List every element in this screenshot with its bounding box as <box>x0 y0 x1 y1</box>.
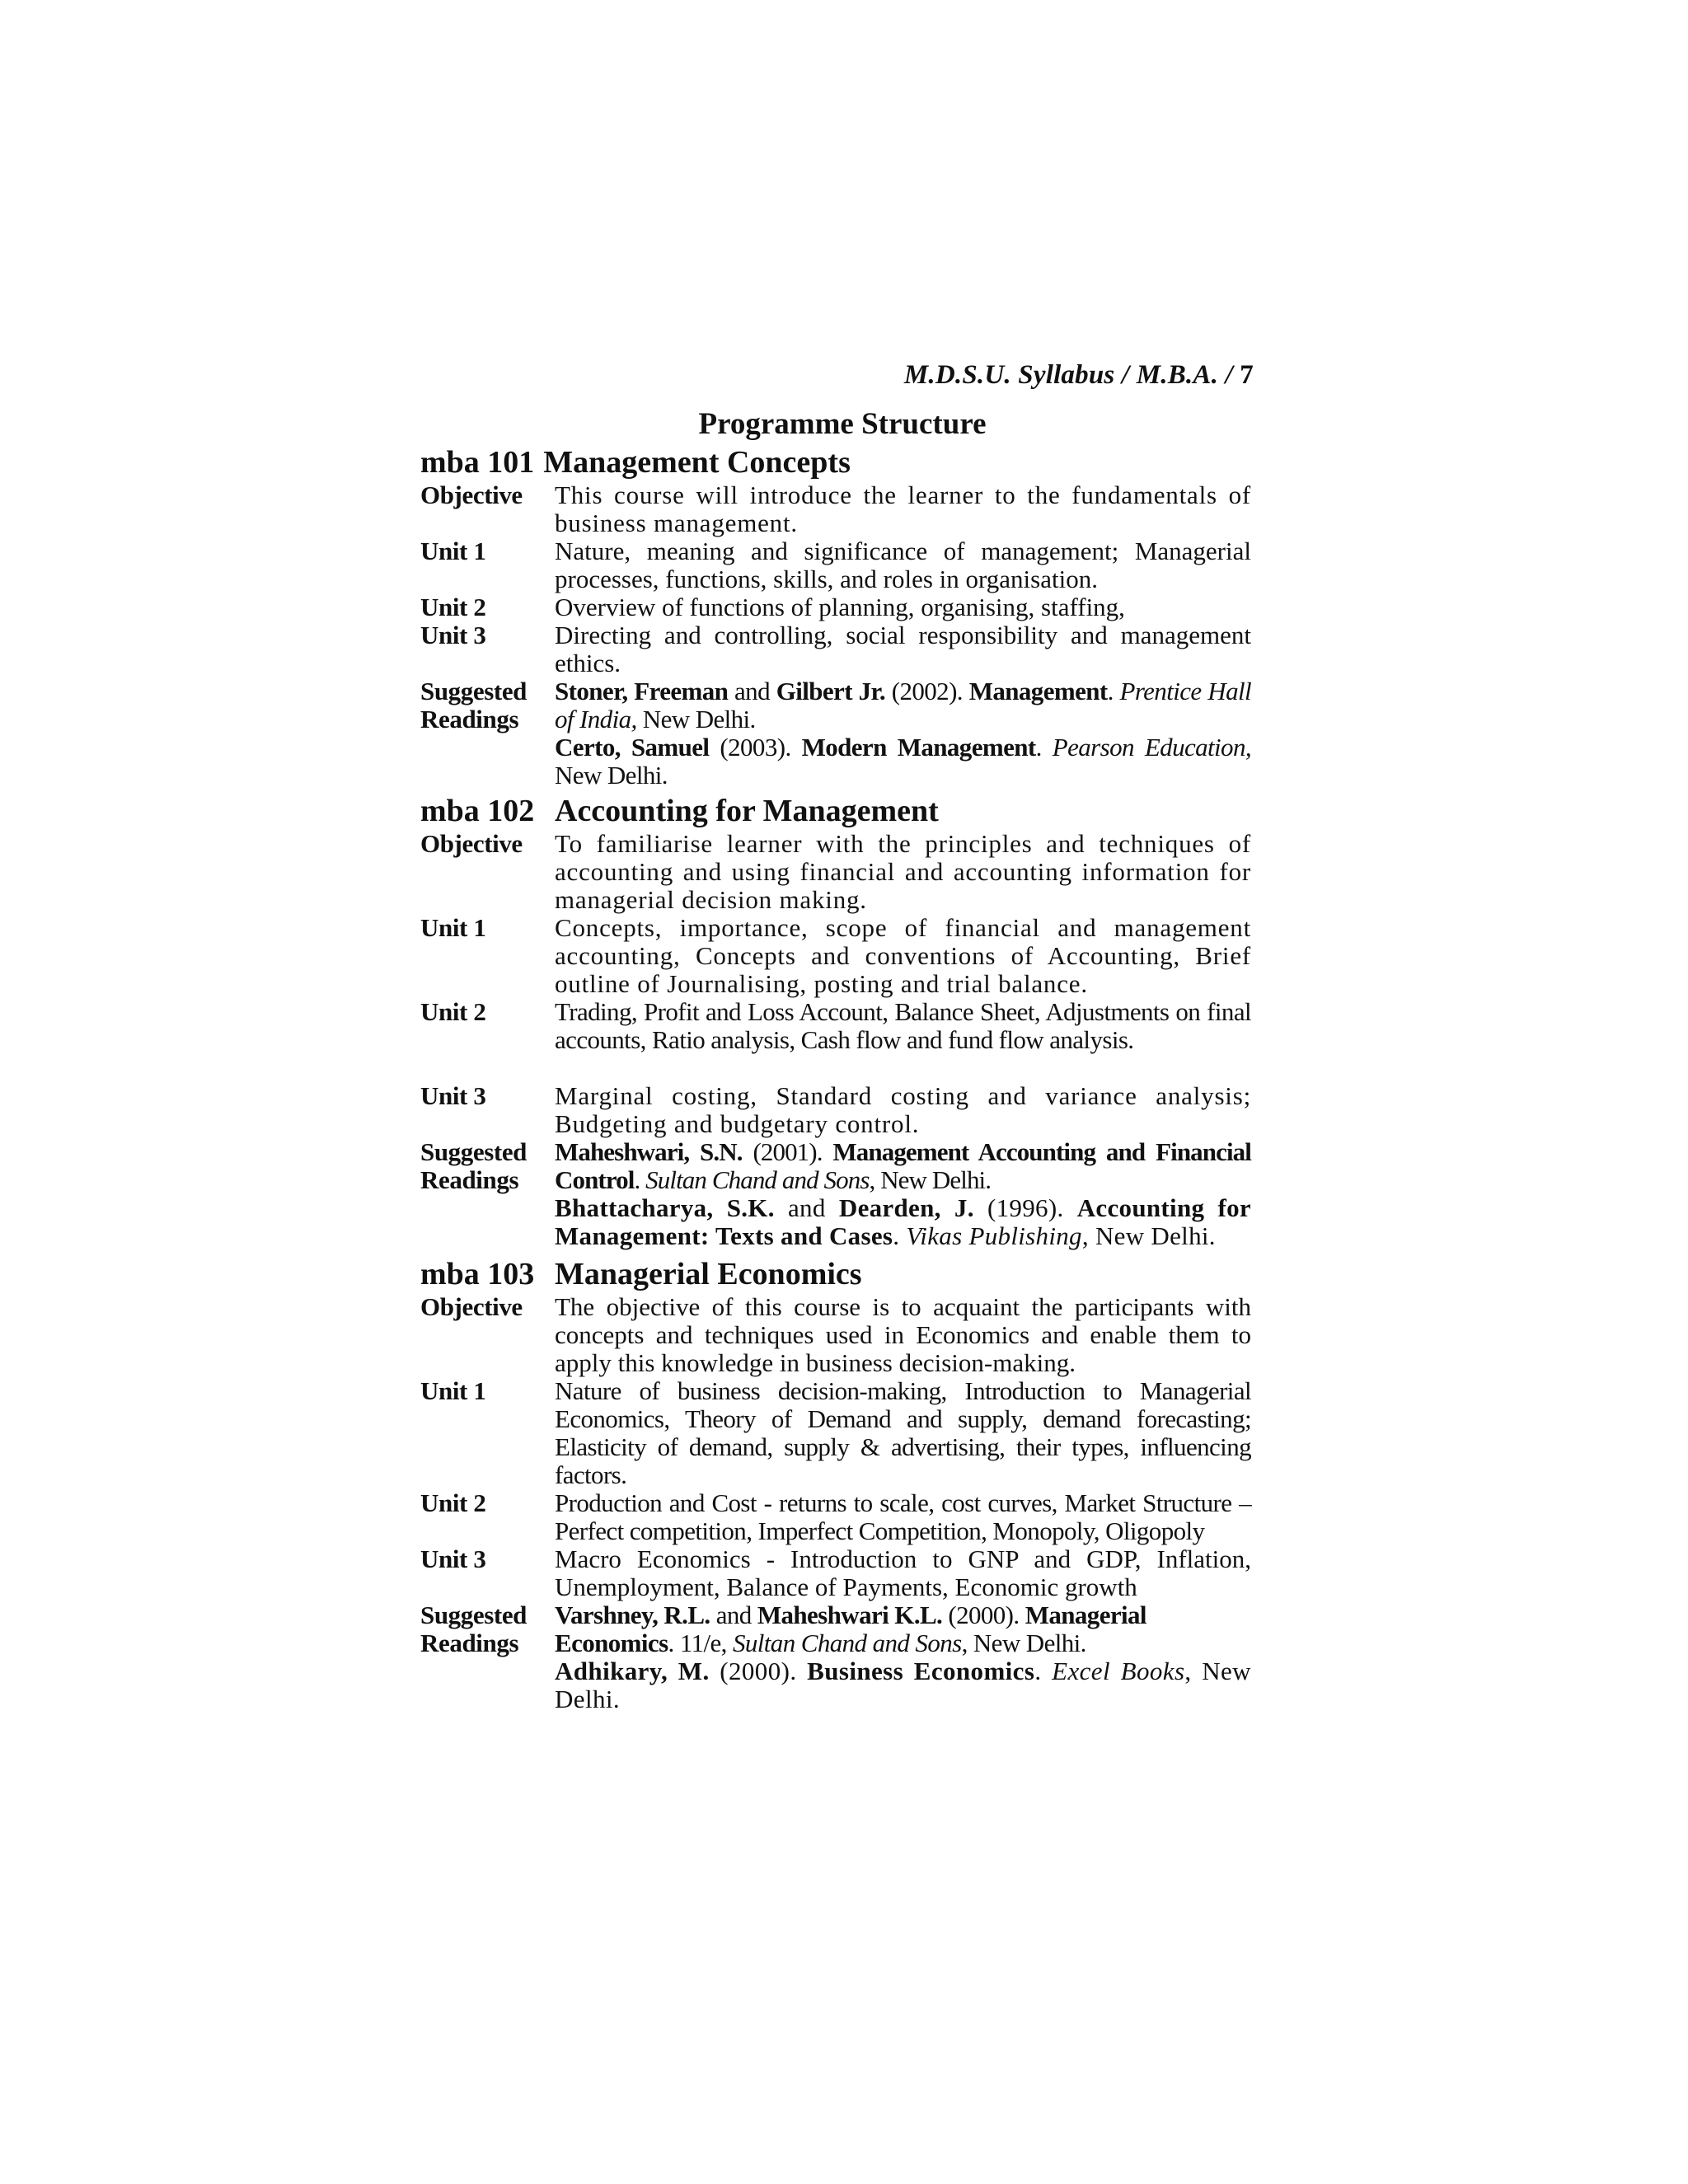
objective-text: This course will introduce the learner to the fundamentals of business management. <box>555 480 1251 537</box>
course-name: Managerial Economics <box>555 1257 862 1291</box>
course-section-mba-103 <box>420 1255 1251 1713</box>
unit-3-text: Directing and controlling, social responsibility and management ethics. <box>555 621 1251 677</box>
unit-1-label: Unit 1 <box>420 913 486 942</box>
course-heading <box>420 792 1251 830</box>
objective-text: The objective of this course is to acquaint the participants with concepts and techniques used in Economics and enable them to apply this knowledge in business decision-making. <box>555 1292 1251 1377</box>
course-code: mba 103 <box>420 1257 535 1291</box>
course-section-mba-101 <box>420 443 1251 790</box>
page-number: 7 <box>1240 360 1254 390</box>
course-section-mba-102 <box>420 792 1251 1250</box>
unit-2-row <box>420 998 1251 1054</box>
suggested-readings-row <box>420 1601 1251 1713</box>
unit-2-label: Unit 2 <box>420 997 486 1026</box>
course-heading <box>420 443 1251 481</box>
objective-row <box>420 830 1251 914</box>
objective-row <box>420 1293 1251 1377</box>
objective-label: Objective <box>420 1292 523 1321</box>
readings-list <box>555 677 1251 790</box>
reading-item: Certo, Samuel (2003). Modern Management. Pearson Education, New Delhi. <box>555 733 1252 790</box>
unit-3-row <box>420 1545 1251 1601</box>
objective-label: Objective <box>420 480 523 509</box>
unit-3-row <box>420 1082 1251 1138</box>
suggested-readings-label: Suggested Readings <box>420 677 528 733</box>
reading-item: Stoner, Freeman and Gilbert Jr. (2002). Management. Prentice Hall of India, New Delhi. <box>555 677 1251 733</box>
unit-1-text: Nature of business decision-making, Introduction to Managerial Economics, Theory of Demand and supply, demand forecasting; Elasticity of demand, supply & advertising, their types, influencing factors. <box>555 1376 1251 1489</box>
unit-1-row <box>420 1377 1251 1489</box>
objective-label: Objective <box>420 829 523 858</box>
unit-2-text: Overview of functions of planning, organising, staffing, <box>555 593 1125 621</box>
unit-2-row <box>420 593 1251 621</box>
reading-item: Adhikary, M. (2000). Business Economics. Excel Books, New Delhi. <box>555 1657 1251 1713</box>
suggested-readings-row <box>420 1138 1251 1250</box>
suggested-readings-row <box>420 677 1251 790</box>
running-header <box>904 360 1254 391</box>
course-name: Accounting for Management <box>555 794 939 828</box>
objective-row <box>420 481 1251 537</box>
reading-item: Maheshwari, S.N. (2001). Management Accounting and Financial Control. Sultan Chand and Sons, New Delhi. <box>555 1137 1251 1194</box>
course-code: mba 101 <box>420 445 535 480</box>
course-code: mba 102 <box>420 794 535 828</box>
unit-3-label: Unit 3 <box>420 1544 486 1573</box>
unit-3-label: Unit 3 <box>420 621 486 649</box>
unit-1-text: Concepts, importance, scope of financial and management accounting, Concepts and conventions of Accounting, Brief outline of Journalising, posting and trial balance. <box>555 913 1251 998</box>
page-title: Programme Structure <box>698 407 987 441</box>
unit-1-text: Nature, meaning and significance of management; Managerial processes, functions, skills, and roles in organisation. <box>555 537 1251 593</box>
unit-3-text: Macro Economics - Introduction to GNP and GDP, Inflation, Unemployment, Balance of Payments, Economic growth <box>555 1544 1251 1601</box>
unit-1-label: Unit 1 <box>420 1376 486 1405</box>
readings-list <box>555 1601 1251 1713</box>
unit-1-label: Unit 1 <box>420 537 486 565</box>
suggested-readings-label: Suggested Readings <box>420 1137 528 1194</box>
readings-list <box>555 1138 1251 1250</box>
unit-2-text: Production and Cost - returns to scale, cost curves, Market Structure – Perfect competition, Imperfect Competition, Monopoly, Oligopoly <box>555 1488 1251 1545</box>
running-title: M.D.S.U. Syllabus / M.B.A. / <box>903 360 1233 390</box>
unit-1-row <box>420 914 1251 998</box>
course-heading <box>420 1255 1251 1293</box>
reading-item: Bhattacharya, S.K. and Dearden, J. (1996). Accounting for Management: Texts and Cases. Vikas Publishing, New Delhi. <box>555 1193 1251 1250</box>
unit-2-row <box>420 1489 1251 1545</box>
suggested-readings-label: Suggested Readings <box>420 1601 528 1657</box>
unit-3-text: Marginal costing, Standard costing and variance analysis; Budgeting and budgetary control. <box>555 1081 1251 1138</box>
unit-3-label: Unit 3 <box>420 1081 486 1110</box>
unit-2-text: Trading, Profit and Loss Account, Balance Sheet, Adjustments on final accounts, Ratio analysis, Cash flow and fund flow analysis. <box>555 997 1251 1054</box>
objective-text: To familiarise learner with the principles and techniques of accounting and using financial and accounting information for managerial decision making. <box>555 829 1251 914</box>
unit-1-row <box>420 537 1251 593</box>
unit-2-label: Unit 2 <box>420 593 486 621</box>
reading-item: Varshney, R.L. and Maheshwari K.L. (2000). Managerial Economics. 11/e, Sultan Chand and Sons, New Delhi. <box>555 1601 1146 1657</box>
unit-3-row <box>420 621 1251 677</box>
course-name: Management Concepts <box>543 445 851 480</box>
unit-2-label: Unit 2 <box>420 1488 486 1517</box>
